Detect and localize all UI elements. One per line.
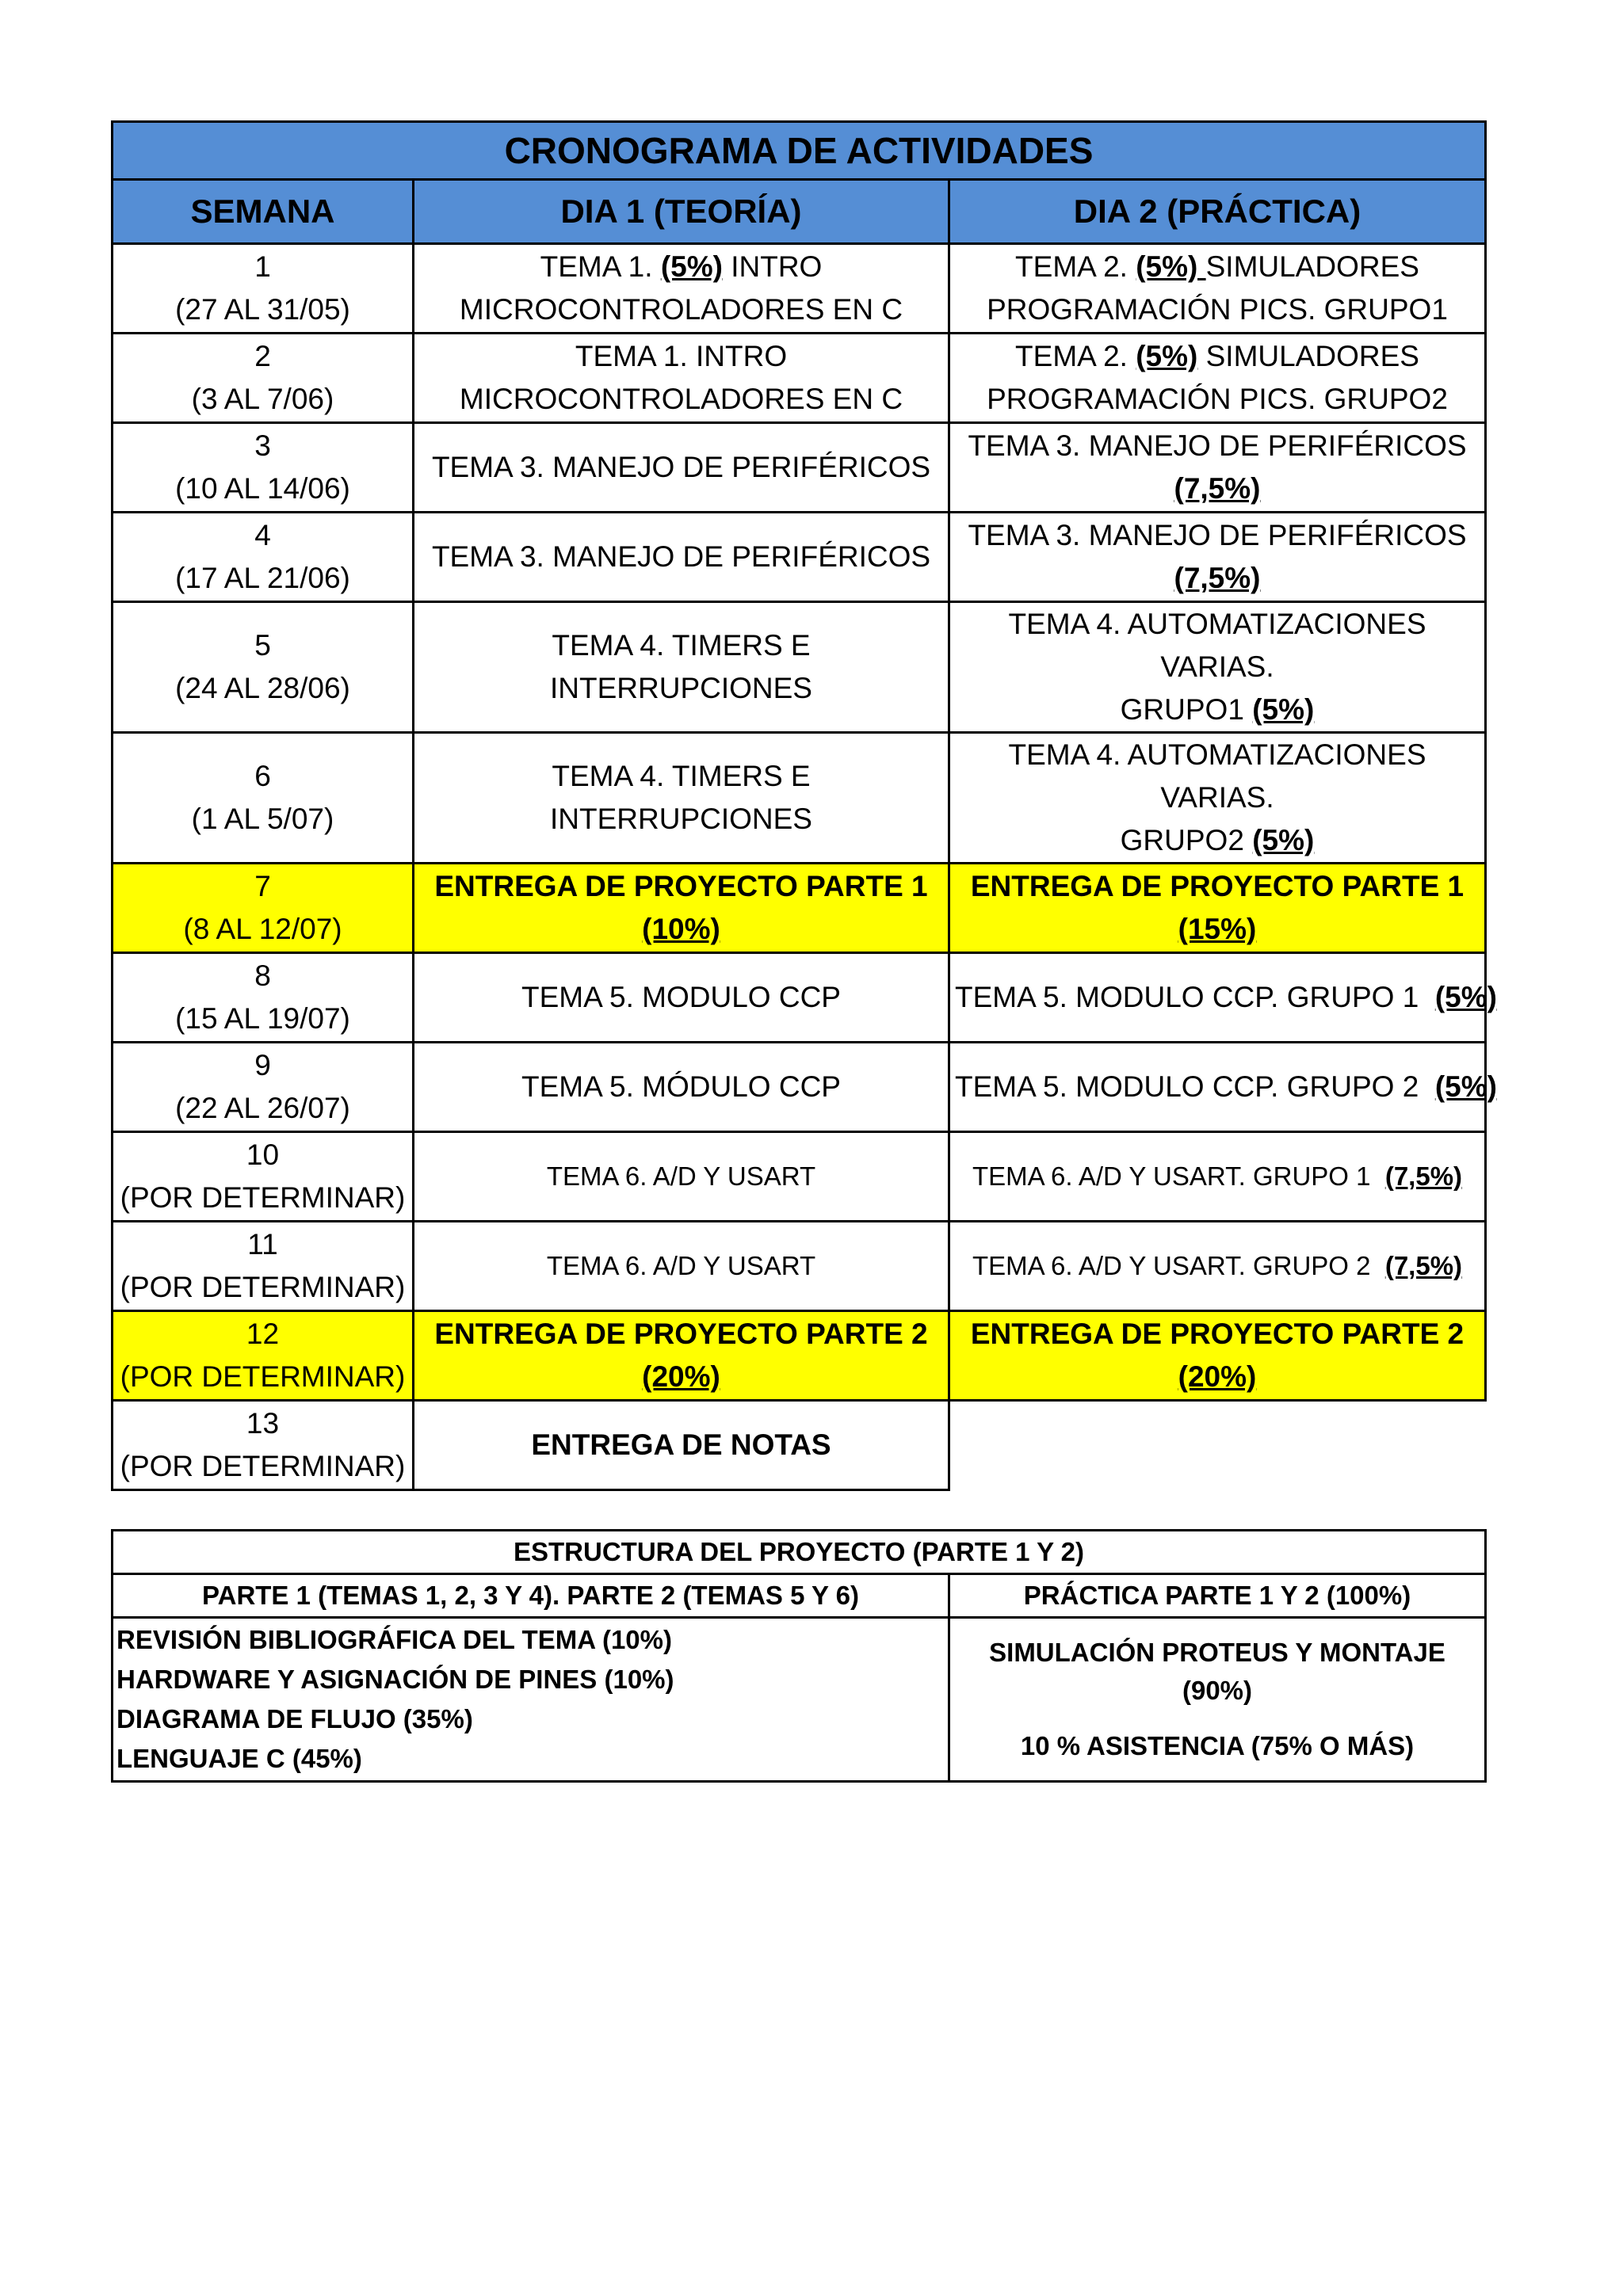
day2-cell: TEMA 4. AUTOMATIZACIONES VARIAS. GRUPO1 (5%): [949, 602, 1486, 733]
day2-cell: TEMA 6. A/D Y USART. GRUPO 1 (7,5%): [949, 1132, 1486, 1222]
day2-cell: TEMA 6. A/D Y USART. GRUPO 2 (7,5%): [949, 1222, 1486, 1311]
table-row: [113, 334, 1486, 423]
structure-items: [113, 1618, 949, 1782]
week-cell: 6 (1 AL 5/07): [113, 733, 414, 864]
day1-cell: TEMA 4. TIMERS E INTERRUPCIONES: [414, 602, 949, 733]
day1-cell: ENTREGA DE PROYECTO PARTE 1 (10%): [414, 864, 949, 953]
day2-cell: TEMA 4. AUTOMATIZACIONES VARIAS. GRUPO2 (5%): [949, 733, 1486, 864]
structure-head-left: PARTE 1 (TEMAS 1, 2, 3 Y 4). PARTE 2 (TEMAS 5 Y 6): [113, 1574, 949, 1618]
day1-cell: TEMA 1. (5%) INTRO MICROCONTROLADORES EN C: [414, 244, 949, 334]
attendance-note: 10 % ASISTENCIA (75% O MÁS): [1020, 1731, 1415, 1760]
list-item: REVISIÓN BIBLIOGRÁFICA DEL TEMA (10%): [116, 1625, 672, 1654]
table-row: [113, 1043, 1486, 1132]
day1-cell: TEMA 4. TIMERS E INTERRUPCIONES: [414, 733, 949, 864]
week-cell: 2 (3 AL 7/06): [113, 334, 414, 423]
table-row: [113, 733, 1486, 864]
day1-cell: TEMA 5. MÓDULO CCP: [414, 1043, 949, 1132]
day1-cell: TEMA 6. A/D Y USART: [414, 1222, 949, 1311]
day1-cell: TEMA 1. INTRO MICROCONTROLADORES EN C: [414, 334, 949, 423]
day1-cell: TEMA 3. MANEJO DE PERIFÉRICOS: [414, 513, 949, 602]
week-cell: 3 (10 AL 14/06): [113, 423, 414, 513]
day1-cell: ENTREGA DE NOTAS: [414, 1401, 949, 1490]
table-row: [113, 1222, 1486, 1311]
structure-title: ESTRUCTURA DEL PROYECTO (PARTE 1 Y 2): [113, 1531, 1486, 1574]
structure-practice: SIMULACIÓN PROTEUS Y MONTAJE (90%) 10 % ASISTENCIA (75% O MÁS): [949, 1618, 1486, 1782]
table-row-highlight: [113, 864, 1486, 953]
schedule-title: CRONOGRAMA DE ACTIVIDADES: [113, 122, 1486, 180]
day2-cell: TEMA 2. (5%) SIMULADORES PROGRAMACIÓN PICS. GRUPO2: [949, 334, 1486, 423]
list-item: LENGUAJE C (45%): [116, 1744, 362, 1773]
week-cell: 12 (POR DETERMINAR): [113, 1311, 414, 1401]
week-cell: 7 (8 AL 12/07): [113, 864, 414, 953]
structure-head-right: PRÁCTICA PARTE 1 Y 2 (100%): [949, 1574, 1486, 1618]
day2-cell: TEMA 5. MODULO CCP. GRUPO 1 (5%): [949, 953, 1486, 1043]
project-structure-table: [111, 1529, 1487, 1783]
day1-cell: TEMA 3. MANEJO DE PERIFÉRICOS: [414, 423, 949, 513]
day2-cell: ENTREGA DE PROYECTO PARTE 2 (20%): [949, 1311, 1486, 1401]
day2-cell: TEMA 3. MANEJO DE PERIFÉRICOS (7,5%): [949, 423, 1486, 513]
week-cell: 5 (24 AL 28/06): [113, 602, 414, 733]
week-cell: 8 (15 AL 19/07): [113, 953, 414, 1043]
day1-cell: ENTREGA DE PROYECTO PARTE 2 (20%): [414, 1311, 949, 1401]
empty-cell: [949, 1401, 1486, 1490]
week-cell: 11 (POR DETERMINAR): [113, 1222, 414, 1311]
table-row: [113, 1132, 1486, 1222]
day2-cell: TEMA 5. MODULO CCP. GRUPO 2 (5%): [949, 1043, 1486, 1132]
table-row: [113, 423, 1486, 513]
day2-cell: ENTREGA DE PROYECTO PARTE 1 (15%): [949, 864, 1486, 953]
list-item: DIAGRAMA DE FLUJO (35%): [116, 1704, 473, 1733]
week-cell: 1 (27 AL 31/05): [113, 244, 414, 334]
header-week: SEMANA: [113, 180, 414, 244]
schedule-table: [111, 120, 1497, 1491]
week-cell: 13 (POR DETERMINAR): [113, 1401, 414, 1490]
table-row: [113, 244, 1486, 334]
header-day1: DIA 1 (TEORÍA): [414, 180, 949, 244]
table-row-highlight: [113, 1311, 1486, 1401]
day1-cell: TEMA 5. MODULO CCP: [414, 953, 949, 1043]
list-item: HARDWARE Y ASIGNACIÓN DE PINES (10%): [116, 1665, 674, 1694]
week-cell: 4 (17 AL 21/06): [113, 513, 414, 602]
table-row: [113, 1401, 1486, 1490]
day2-cell: TEMA 2. (5%) SIMULADORES PROGRAMACIÓN PICS. GRUPO1: [949, 244, 1486, 334]
table-row: [113, 513, 1486, 602]
header-day2: DIA 2 (PRÁCTICA): [949, 180, 1486, 244]
week-cell: 10 (POR DETERMINAR): [113, 1132, 414, 1222]
day2-cell: TEMA 3. MANEJO DE PERIFÉRICOS (7,5%): [949, 513, 1486, 602]
day1-cell: TEMA 6. A/D Y USART: [414, 1132, 949, 1222]
table-row: [113, 953, 1486, 1043]
week-cell: 9 (22 AL 26/07): [113, 1043, 414, 1132]
table-row: [113, 602, 1486, 733]
